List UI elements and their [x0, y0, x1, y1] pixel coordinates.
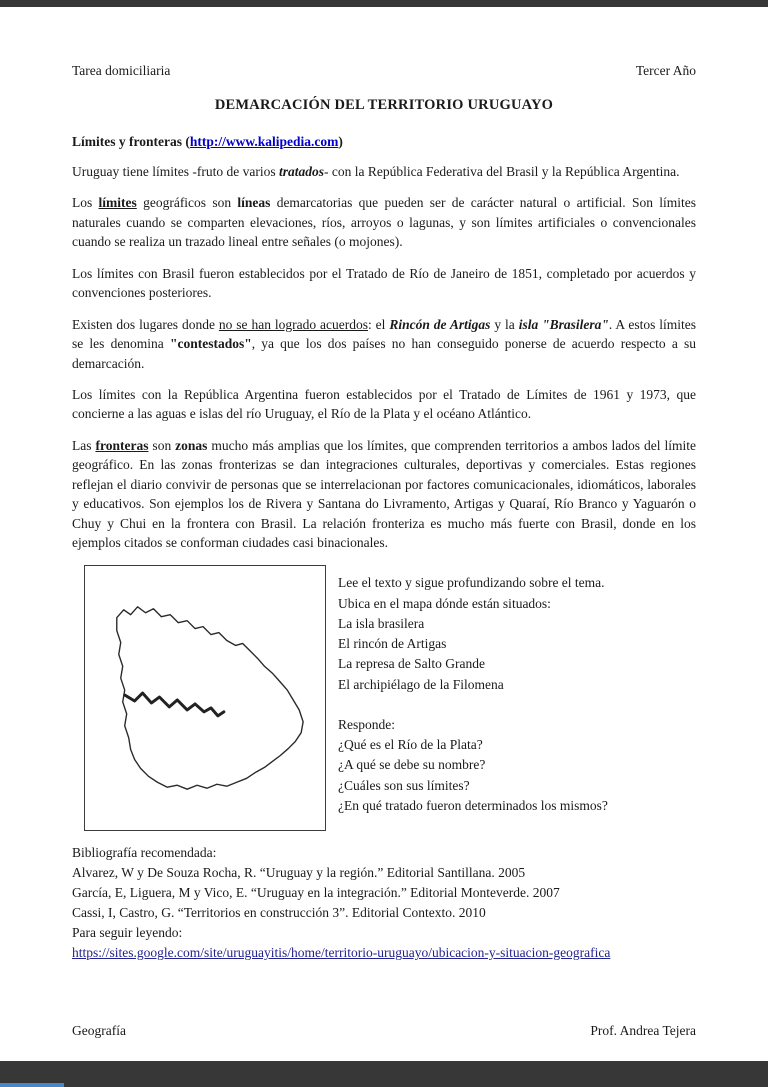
section-heading — [72, 134, 696, 150]
paragraph-fronteras: Las fronteras son zonas mucho más amplias que los límites, que comprenden territorios a ambos lados del límite geográfico. En las zonas fronterizas se dan integraciones culturales, deportivas y comerciales. Estas regiones reflejan el diario convivir de personas que se interrelacionan por factores comunicacionales, idiomáticos, laborales y educativos. Son ejemplos los de Rivera y Santana do Livramento, Artigas y Quaraí, Río Branco y Yaguarón o Chuy y Chui en la frontera con Brasil. La relación fronteriza es mucho más fuerte con Brasil, donde en los ejemplos citados se conforman ciudades casi binacionales. — [72, 437, 696, 550]
responde-label: Responde: — [338, 716, 395, 732]
activity-question: ¿A qué se debe su nombre? — [338, 757, 486, 773]
uruguay-map-icon — [91, 572, 319, 824]
activity-line: Ubica en el mapa dónde están situados: — [338, 595, 551, 611]
activity-section — [72, 565, 696, 831]
progress-indicator — [0, 1083, 64, 1087]
header-right-text: Tercer Año — [635, 63, 696, 78]
activity-question: ¿Qué es el Río de la Plata? — [338, 737, 483, 753]
viewer-bottom-bar — [0, 1061, 768, 1087]
further-reading-link[interactable]: https://sites.google.com/site/uruguayitis/home/territorio-uruguayo/ubicacion-y-situacion-geografica — [72, 945, 611, 961]
paragraph-limites-contestados: Existen dos lugares donde no se han logrado acuerdos: el Rincón de Artigas y la isla "Brasilera". A estos límites se les denomina "contestados", ya que los dos países no han conseguido ponerse de acuerdo respecto a su demarcación. — [72, 316, 696, 371]
footer-right-text: Prof. Andrea Tejera — [590, 1023, 696, 1038]
bibliography-section — [72, 843, 696, 963]
further-reading-label: Para seguir leyendo: — [72, 925, 183, 941]
activity-line: El archipiélago de la Filomena — [338, 676, 504, 692]
bibliography-entry: Cassi, I, Castro, G. “Territorios en construcción 3”. Editorial Contexto. 2010 — [72, 905, 486, 921]
page-title: DEMARCACIÓN DEL TERRITORIO URUGUAYO — [214, 97, 554, 113]
document-footer — [72, 1023, 696, 1047]
activity-line: Lee el texto y sigue profundizando sobre el tema. — [338, 575, 605, 591]
paragraph-tratado-argentina: Los límites con la República Argentina fueron establecidos por el Tratado de Límites de 1961 y 1973, que concierne a las aguas e islas del río Uruguay, el Río de la Plata y el océano Atlántico. — [72, 386, 696, 422]
header-left-text: Tarea domiciliaria — [72, 63, 171, 78]
section-heading-text: Límites y fronteras ( — [72, 134, 190, 149]
kalipedia-link[interactable]: http://www.kalipedia.com — [189, 134, 339, 149]
bibliography-entry: Alvarez, W y De Souza Rocha, R. “Uruguay y la región.” Editorial Santillana. 2005 — [72, 865, 526, 881]
paragraph-tratado-brasil: Los límites con Brasil fueron establecidos por el Tratado de Río de Janeiro de 1851, completado por acuerdos y convenciones posteriores. — [72, 265, 696, 301]
activity-question: ¿Cuáles son sus límites? — [338, 777, 470, 793]
activity-line: La represa de Salto Grande — [338, 656, 485, 672]
document-page — [0, 7, 768, 1061]
bibliography-entry: García, E, Liguera, M y Vico, E. “Uruguay en la integración.” Editorial Monteverde. 2007 — [72, 885, 560, 901]
paragraph-limites-intro: Uruguay tiene límites -fruto de varios tratados- con la República Federativa del Brasil y la República Argentina. — [72, 164, 680, 179]
footer-left-text: Geografía — [72, 1023, 126, 1038]
activity-instructions — [338, 565, 608, 816]
viewer-top-bar — [0, 0, 768, 7]
activity-line: La isla brasilera — [338, 615, 425, 631]
activity-line: El rincón de Artigas — [338, 636, 447, 652]
activity-question: ¿En qué tratado fueron determinados los mismos? — [338, 797, 608, 813]
uruguay-map-box — [84, 565, 326, 831]
bibliography-heading: Bibliografía recomendada: — [72, 845, 217, 861]
document-header — [72, 63, 696, 79]
paragraph-limites-definicion: Los límites geográficos son líneas demarcatorias que pueden ser de carácter natural o artificial. Son límites naturales cuando se comparten elevaciones, ríos, arroyos o lagunas, y son límites artificiales o convencionales cuando se realiza un trazado lineal entre señales (o mojones). — [72, 195, 697, 250]
section-heading-close: ) — [338, 134, 343, 149]
